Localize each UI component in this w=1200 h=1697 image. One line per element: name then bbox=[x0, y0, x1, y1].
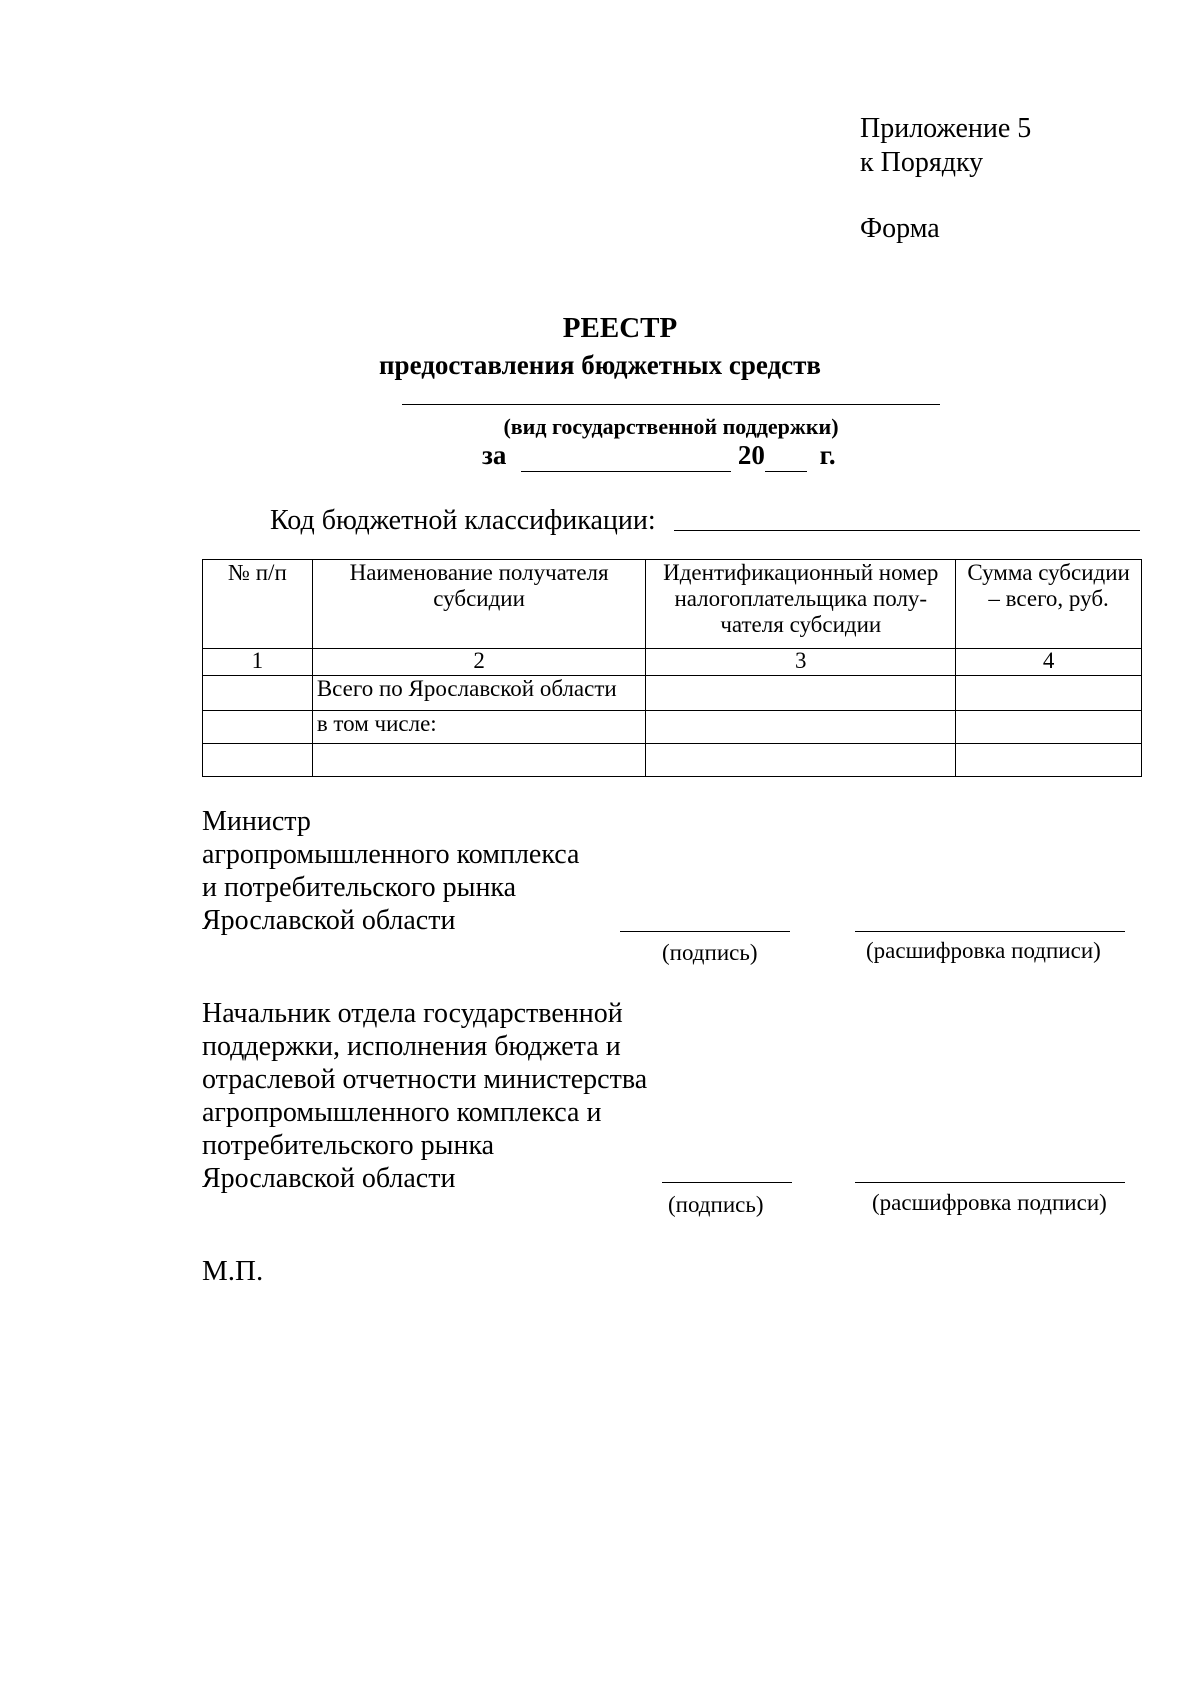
year-prefix: 20 bbox=[737, 440, 765, 470]
document-subtitle: предоставления бюджетных средств bbox=[379, 350, 821, 380]
year-suffix: г. bbox=[819, 440, 836, 470]
position-line: Начальник отдела государственной bbox=[202, 998, 623, 1029]
kbk-label: Код бюджетной классификации: bbox=[270, 505, 656, 536]
position-line: потребительского рынка bbox=[202, 1130, 495, 1161]
table-row bbox=[203, 676, 1142, 711]
period-prefix: за bbox=[482, 440, 507, 470]
year-blank bbox=[765, 440, 807, 472]
table-cell: Всего по Ярославской области bbox=[312, 676, 646, 711]
stamp-place-label: М.П. bbox=[202, 1255, 264, 1287]
column-number: 1 bbox=[203, 649, 313, 676]
table-cell bbox=[646, 676, 956, 711]
table-column-numbers-row bbox=[203, 649, 1142, 676]
position-line: отраслевой отчетности министерства bbox=[202, 1064, 648, 1095]
table-cell bbox=[956, 744, 1142, 777]
header-cell-inn: Идентификационный номер налогоплательщика полу-чателя субсидии bbox=[646, 560, 956, 649]
appendix-order: к Порядку bbox=[860, 147, 984, 178]
table-cell bbox=[203, 744, 313, 777]
period-row bbox=[482, 440, 836, 472]
table-header-row bbox=[203, 560, 1142, 649]
position-line: агропромышленного комплекса bbox=[202, 839, 580, 870]
header-cell-recipient: Наименование получателя субсидии bbox=[312, 560, 646, 649]
column-number: 3 bbox=[646, 649, 956, 676]
minister-decoding-blank bbox=[855, 931, 1125, 932]
period-blank bbox=[521, 440, 731, 472]
table-cell bbox=[203, 676, 313, 711]
table-cell bbox=[203, 711, 313, 744]
table-cell bbox=[956, 676, 1142, 711]
minister-decoding-caption: (расшифровка подписи) bbox=[866, 938, 1101, 963]
table-row bbox=[203, 711, 1142, 744]
table-row bbox=[203, 744, 1142, 777]
table-cell bbox=[646, 711, 956, 744]
minister-position bbox=[202, 805, 579, 937]
position-line: и потребительского рынка bbox=[202, 872, 517, 903]
position-line: Ярославской области bbox=[202, 1163, 456, 1194]
department-head-position bbox=[202, 997, 647, 1195]
form-label: Форма bbox=[860, 213, 940, 244]
document-title: РЕЕСТР bbox=[562, 312, 678, 344]
department-head-decoding-caption: (расшифровка подписи) bbox=[872, 1190, 1107, 1215]
table-cell bbox=[312, 744, 646, 777]
position-line: Ярославской области bbox=[202, 905, 456, 936]
appendix-number: Приложение 5 bbox=[860, 113, 1032, 144]
table-cell bbox=[956, 711, 1142, 744]
kbk-blank bbox=[674, 530, 1140, 531]
column-number: 4 bbox=[956, 649, 1142, 676]
position-line: агропромышленного комплекса и bbox=[202, 1097, 602, 1128]
minister-signature-blank bbox=[620, 931, 790, 932]
department-head-signature-caption: (подпись) bbox=[668, 1192, 764, 1217]
department-head-decoding-blank bbox=[855, 1182, 1125, 1183]
position-line: Министр bbox=[202, 806, 311, 837]
support-type-caption: (вид государственной поддержки) bbox=[503, 414, 839, 439]
department-head-signature-blank bbox=[662, 1182, 792, 1183]
header-cell-number: № п/п bbox=[203, 560, 313, 649]
table-cell bbox=[646, 744, 956, 777]
header-cell-amount: Сумма субсидии – всего, руб. bbox=[956, 560, 1142, 649]
column-number: 2 bbox=[312, 649, 646, 676]
appendix-reference bbox=[860, 112, 1031, 180]
table-cell: в том числе: bbox=[312, 711, 646, 744]
registry-table bbox=[202, 559, 1142, 777]
position-line: поддержки, исполнения бюджета и bbox=[202, 1031, 621, 1062]
support-type-blank bbox=[402, 404, 940, 405]
minister-signature-caption: (подпись) bbox=[662, 940, 758, 965]
